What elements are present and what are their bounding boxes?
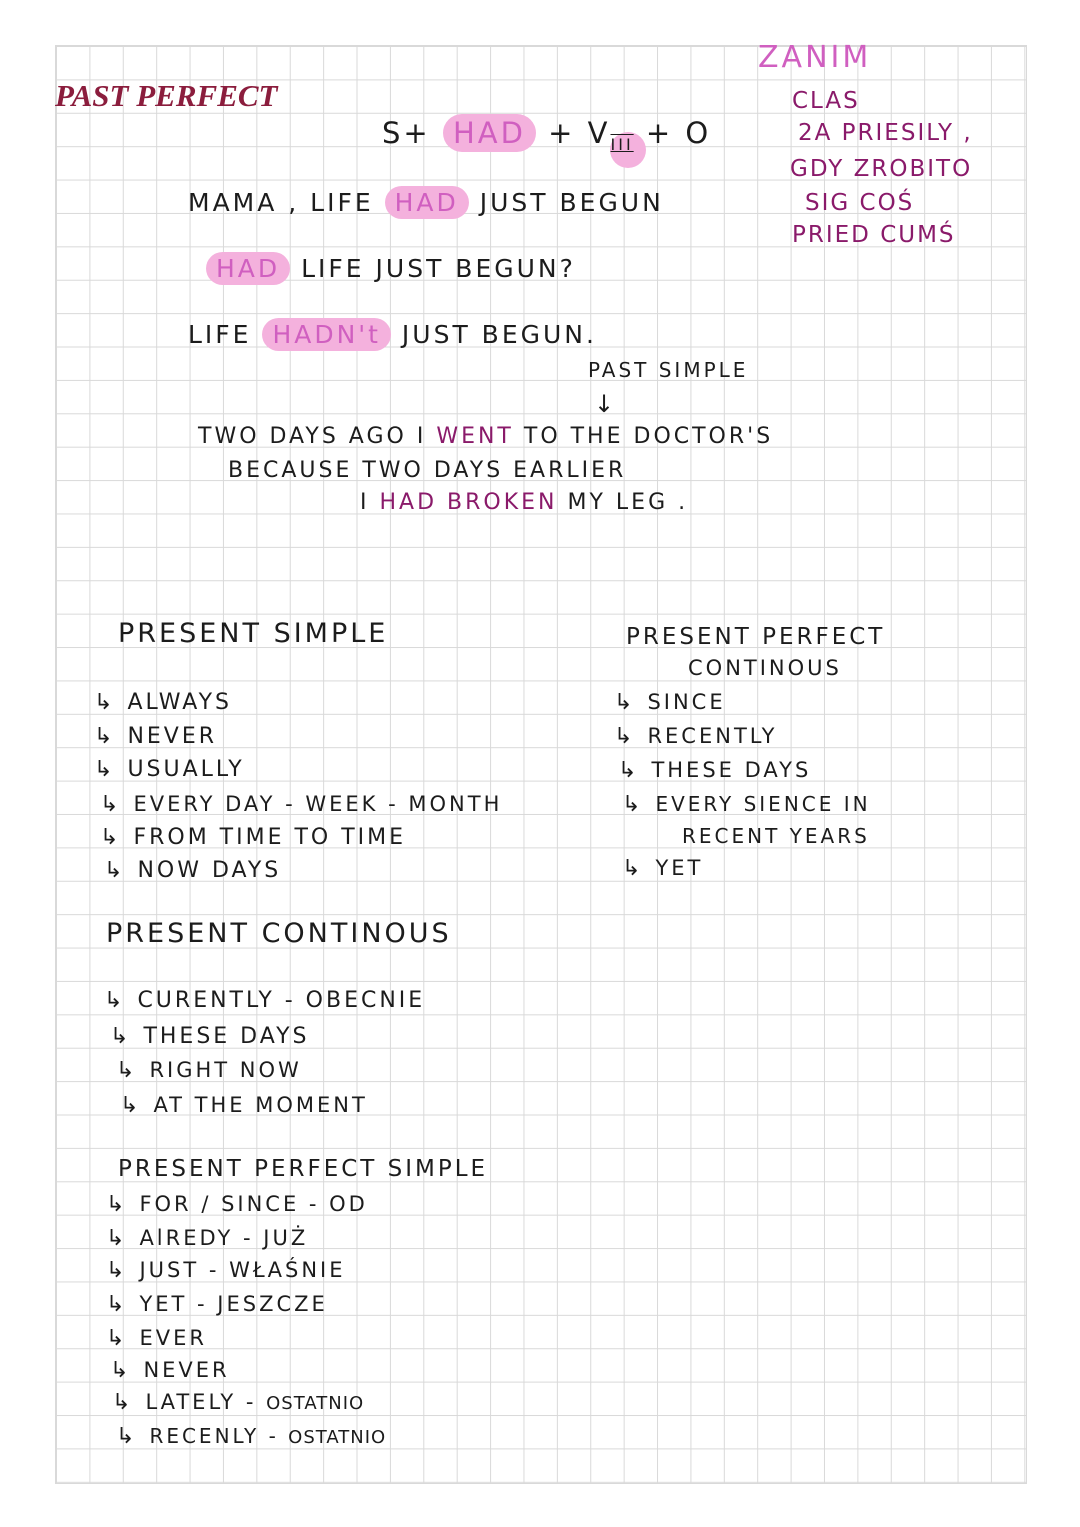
list-item [110,1358,230,1383]
item-text: CURENTLY - OBECNIE [137,988,426,1013]
list-item [106,1292,328,1317]
list-item [120,1093,368,1118]
arrow-icon: ↳ [106,1226,128,1251]
sentence-text: TWO DAYS AGO I [198,424,427,449]
formula-subject: S+ [382,116,431,150]
arrow-icon: ↳ [94,757,116,782]
item-text: NEVER [127,724,218,749]
item-text: FROM TIME TO TIME [133,825,407,850]
arrow-icon: ↳ [614,724,636,749]
item-text: NEVER [143,1358,230,1382]
present-simple-heading: PRESENT SIMPLE [118,618,389,649]
arrow-icon: ↳ [106,1258,128,1283]
sentence-text: TO THE DOCTOR'S [523,424,774,449]
item-text: LATELY - [145,1390,257,1414]
example-affirmative [188,188,664,217]
example-text: JUST BEGUN. [401,320,597,349]
past-simple-line-2: BECAUSE TWO DAYS EARLIER [228,458,627,483]
list-item [116,1058,302,1083]
example-question [206,254,576,283]
arrow-icon: ↳ [618,758,640,783]
item-text: YET - JESZCZE [139,1292,328,1316]
item-text: RECENTLY [647,724,778,748]
list-item [94,757,245,782]
hadnt-highlight: HADN't [262,318,391,351]
list-item [106,1326,207,1351]
example-negative [188,320,597,349]
side-note-line: SIG COŚ [805,190,915,216]
item-text: AlREDY - JUŻ [139,1226,309,1250]
list-item [106,1258,346,1283]
example-text: LIFE JUST BEGUN? [301,254,576,283]
page-title: PAST PERFECT [55,78,278,113]
list-item [104,858,281,883]
went-word: WENT [436,424,514,449]
formula-verb: + V [548,116,611,150]
sentence-text: I [360,490,370,515]
list-item [104,988,425,1013]
item-text: JUST - WŁAŚNIE [139,1258,346,1282]
example-text: MAMA , LIFE [188,188,374,217]
item-text: THESE DAYS [651,758,812,782]
ppc-heading-2: CONTINOUS [688,656,842,680]
list-item [110,1024,309,1049]
list-item-continued: RECENT YEARS [682,824,870,848]
side-note-line: 2A PRIESILY , [798,120,973,146]
list-item [614,724,778,749]
formula-had: HAD [443,114,536,152]
arrow-icon: ↳ [94,724,116,749]
item-text: EVER [139,1326,207,1350]
list-item [100,792,502,817]
arrow-icon: ↳ [110,1024,132,1049]
item-text: SINCE [647,690,726,714]
item-text: RIGHT NOW [149,1058,302,1082]
had-broken-words: HAD BROKEN [379,490,558,515]
item-text: FOR / SINCE - OD [139,1192,368,1216]
formula-numeral: III [610,134,634,154]
arrow-icon: ↳ [622,792,644,817]
present-continuous-heading: PRESENT CONTINOUS [106,918,452,949]
present-perfect-simple-heading: PRESENT PERFECT SIMPLE [118,1156,489,1182]
arrow-icon: ↳ [106,1326,128,1351]
item-translation: OSTATNIO [288,1427,387,1448]
had-highlight: HAD [206,252,290,285]
list-item [94,724,217,749]
item-text: ALWAYS [127,690,233,715]
arrow-icon: ↳ [104,988,126,1013]
side-note-line: PRIED CUMŚ [792,222,956,248]
item-text: EVERY SIENCE IN [655,792,871,816]
down-arrow-icon: ↓ [594,390,615,418]
arrow-icon: ↳ [106,1292,128,1317]
item-text: USUALLY [127,757,245,782]
item-text: RECENLY - [149,1424,279,1448]
arrow-icon: ↳ [614,690,636,715]
arrow-icon: ↳ [116,1058,138,1083]
formula-object: + O [645,116,712,150]
ppc-heading-1: PRESENT PERFECT [626,624,886,650]
arrow-icon: ↳ [94,690,116,715]
item-text: THESE DAYS [143,1024,310,1049]
had-highlight: HAD [385,186,469,219]
arrow-icon: ↳ [120,1093,142,1118]
item-text: AT THE MOMENT [153,1093,368,1117]
list-item [622,792,871,817]
arrow-icon: ↳ [116,1424,138,1449]
item-text: NOW DAYS [137,858,282,883]
arrow-icon: ↳ [622,856,644,881]
list-item [106,1192,368,1217]
list-item [100,825,406,850]
list-item [618,758,811,783]
list-item [112,1390,364,1415]
arrow-icon: ↳ [100,792,122,817]
sentence-text: MY LEG . [567,490,689,515]
side-note-heading: ZANIM [758,40,872,75]
item-text: EVERY DAY - WEEK - MONTH [133,792,503,816]
arrow-icon: ↳ [104,858,126,883]
past-simple-label: PAST SIMPLE [588,358,749,382]
list-item [622,856,703,881]
side-note-line: CLAS [792,88,860,114]
list-item [94,690,232,715]
side-note-line: GDY ZROBITO [790,156,973,182]
example-text: LIFE [188,320,252,349]
item-text: YET [655,856,704,880]
list-item [116,1424,386,1449]
past-simple-line-3 [360,490,688,515]
formula [382,116,711,154]
arrow-icon: ↳ [100,825,122,850]
arrow-icon: ↳ [110,1358,132,1383]
past-simple-line-1 [198,424,773,449]
arrow-icon: ↳ [106,1192,128,1217]
list-item [614,690,726,715]
arrow-icon: ↳ [112,1390,134,1415]
item-translation: OSTATNIO [266,1393,365,1414]
example-text: JUST BEGUN [479,188,664,217]
list-item [106,1226,308,1251]
